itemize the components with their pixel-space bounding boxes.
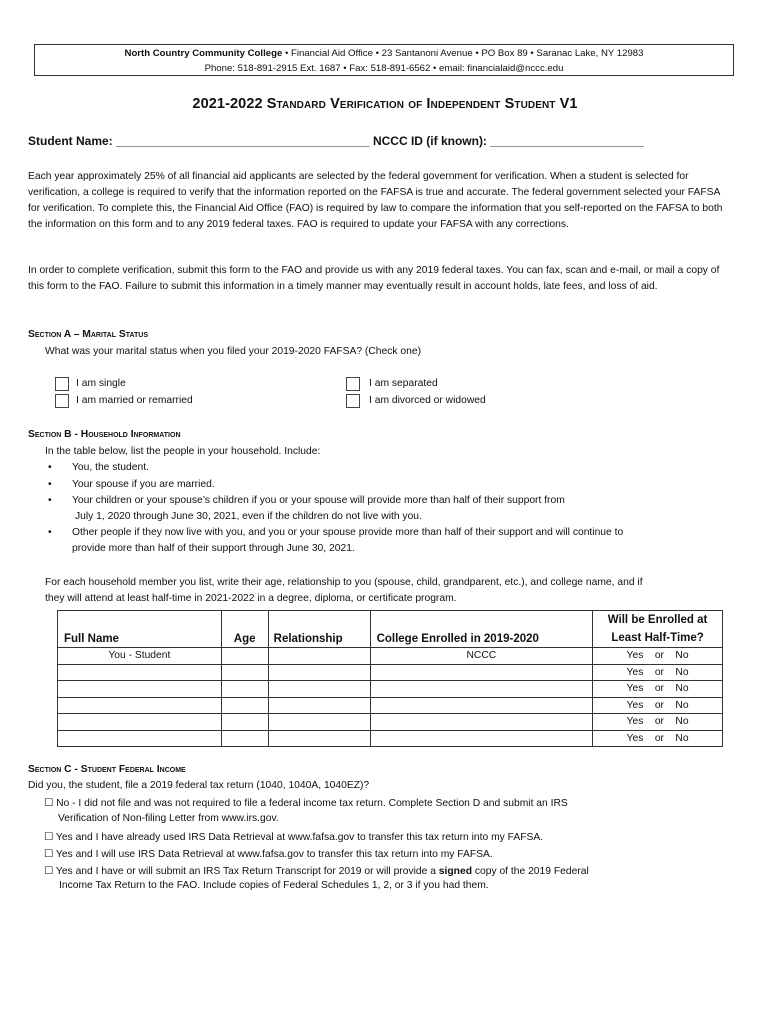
form-title-text: 2021-2022 Standard Verification of Independent Student V1 (192, 96, 578, 112)
yes-option[interactable]: Yes (626, 666, 644, 678)
header-half-time (593, 611, 723, 648)
single-label: I am single (76, 378, 126, 389)
separated-label: I am separated (369, 378, 438, 389)
bullet-text: Other people if they now live with you, and you or your spouse provide more than half of their support and will continue to (72, 527, 624, 538)
or-text: or (654, 683, 664, 695)
no-option[interactable]: No (675, 650, 689, 662)
no-filing-option-continued: Verification of Non-filing Letter from www.irs.gov. (58, 813, 279, 824)
single-checkbox[interactable] (55, 377, 69, 391)
bullet-item: • Other people if they now live with you, and you or your spouse provide more than half of their support and will continue to (48, 527, 624, 538)
header-half-time-line-2: Least Half-Time? (611, 632, 704, 644)
table-row (58, 714, 723, 731)
college-cell[interactable] (370, 697, 593, 714)
signed-emphasis: signed (438, 866, 472, 877)
table-row (58, 730, 723, 747)
tax-transcript-option[interactable] (44, 864, 589, 880)
yes-option[interactable]: Yes (626, 650, 644, 662)
yes-option[interactable]: Yes (626, 732, 644, 744)
or-text: or (654, 732, 664, 744)
no-option[interactable]: No (675, 716, 689, 728)
relationship-cell[interactable] (268, 681, 370, 698)
name-cell[interactable]: You - Student (58, 648, 222, 665)
age-cell[interactable] (221, 697, 268, 714)
section-a-question: What was your marital status when you filed your 2019-2020 FAFSA? (Check one) (45, 346, 422, 357)
section-b-heading: Section B - Household Information (28, 429, 181, 440)
bullet-item: • Your children or your spouse’s children if you or your spouse will provide more than half of their support from (48, 495, 565, 506)
table-instructions-2: they will attend at least half-time in 2021-2022 in a degree, diploma, or certificate program. (45, 593, 457, 604)
age-cell[interactable] (221, 714, 268, 731)
table-row (58, 664, 723, 681)
no-option[interactable]: No (675, 683, 689, 695)
tax-transcript-text-2: copy of the 2019 Federal (471, 866, 589, 877)
irs-drt-will-use-option[interactable]: ☐ Yes and I will use IRS Data Retrieval at www.fafsa.gov to transfer this tax return into my FAFSA. (44, 849, 493, 860)
age-cell[interactable] (221, 648, 268, 665)
bullet-text: Your children or your spouse’s children if you or your spouse will provide more than half of their support from (72, 495, 565, 506)
irs-drt-used-option[interactable]: ☐ Yes and I have already used IRS Data Retrieval at www.fafsa.gov to transfer this tax return into my FAFSA. (44, 832, 544, 843)
no-option[interactable]: No (675, 666, 689, 678)
yes-option[interactable]: Yes (626, 699, 644, 711)
half-time-cell[interactable] (593, 681, 723, 698)
intro-paragraph-1: Each year approximately 25% of all financial aid applicants are selected by the federal government for verification. When a student is selected for verification, a college is required to verify that the information reported on the FAFSA is true and accurate. The federal government selected your FAFSA for verification. To complete this, the Financial Aid Office (FAO) is required by law to compare the information that you self-reported on the FAFSA to both the information on this form and to any 2019 federal taxes. FAO is required to update your FAFSA with any corrections. (28, 171, 723, 230)
relationship-cell[interactable] (268, 730, 370, 747)
household-table (57, 610, 723, 747)
yes-option[interactable]: Yes (626, 683, 644, 695)
half-time-cell[interactable] (593, 730, 723, 747)
header-line-1 (35, 46, 733, 61)
name-cell[interactable] (58, 714, 222, 731)
no-option[interactable]: No (675, 699, 689, 711)
table-header-row (58, 611, 723, 648)
section-c-heading: Section C - Student Federal Income (28, 764, 186, 775)
intro-paragraph-2: In order to complete verification, submit this form to the FAO and provide us with any 2019 federal taxes. You can fax, scan and e-mail, or mail a copy of this form to the FAO. Failure to submit this information in a timely manner may eventually result in account holds, late fees, and loss of aid. (28, 265, 720, 292)
relationship-cell[interactable] (268, 664, 370, 681)
college-cell[interactable]: NCCC (370, 648, 593, 665)
age-cell[interactable] (221, 664, 268, 681)
section-c-question: Did you, the student, file a 2019 federal tax return (1040, 1040A, 1040EZ)? (28, 780, 370, 791)
college-cell[interactable] (370, 681, 593, 698)
bullet-item: • Your spouse if you are married. (48, 479, 215, 490)
half-time-cell[interactable] (593, 664, 723, 681)
header-line-2: Phone: 518-891-2915 Ext. 1687 • Fax: 518-891-6562 • email: financialaid@nccc.edu (204, 63, 564, 74)
college-cell[interactable] (370, 714, 593, 731)
bullet-text: You, the student. (72, 462, 149, 473)
half-time-cell[interactable] (593, 714, 723, 731)
separated-checkbox[interactable] (346, 377, 360, 391)
divorced-label: I am divorced or widowed (369, 395, 486, 406)
section-b-intro: In the table below, list the people in your household. Include: (45, 446, 321, 457)
or-text: or (654, 650, 664, 662)
form-title (0, 96, 770, 112)
married-label: I am married or remarried (76, 395, 193, 406)
table-instructions-1: For each household member you list, write their age, relationship to you (spouse, child, grandparent, etc.), and college name, and if (45, 577, 643, 588)
section-a-heading: Section A – Marital Status (28, 329, 149, 340)
married-checkbox[interactable] (55, 394, 69, 408)
name-cell[interactable] (58, 681, 222, 698)
relationship-cell[interactable] (268, 697, 370, 714)
no-option[interactable]: No (675, 732, 689, 744)
college-cell[interactable] (370, 730, 593, 747)
bullet-continuation: provide more than half of their support through June 30, 2021. (72, 543, 355, 554)
or-text: or (654, 699, 664, 711)
yes-option[interactable]: Yes (626, 716, 644, 728)
header-full-name: Full Name (58, 611, 222, 648)
age-cell[interactable] (221, 730, 268, 747)
age-cell[interactable] (221, 681, 268, 698)
bullet-item: • You, the student. (48, 462, 149, 473)
no-filing-option[interactable]: ☐ No - I did not file and was not required to file a federal income tax return. Complete Section D and submit an IRS (44, 798, 568, 809)
half-time-cell[interactable] (593, 648, 723, 665)
header-college: College Enrolled in 2019-2020 (370, 611, 593, 648)
or-text: or (654, 666, 664, 678)
header-relationship: Relationship (268, 611, 370, 648)
tax-transcript-text-1: ☐ Yes and I have or will submit an IRS Tax Return Transcript for 2019 or will provide a (44, 866, 439, 877)
table-row (58, 648, 723, 665)
header-address: • Financial Aid Office • 23 Santanoni Avenue • PO Box 89 • Saranac Lake, NY 12983 (282, 48, 644, 59)
header-half-time-line-1: Will be Enrolled at (607, 614, 708, 626)
student-name-line[interactable]: Student Name: ______________________________________ NCCC ID (if known): _______________________ (28, 134, 644, 148)
name-cell[interactable] (58, 697, 222, 714)
relationship-cell[interactable] (268, 648, 370, 665)
table-row (58, 697, 723, 714)
college-name: North Country Community College (124, 48, 283, 59)
name-cell[interactable] (58, 730, 222, 747)
table-row (58, 681, 723, 698)
or-text: or (654, 716, 664, 728)
college-header-box (34, 44, 734, 76)
name-cell[interactable] (58, 664, 222, 681)
header-age: Age (221, 611, 268, 648)
college-cell[interactable] (370, 664, 593, 681)
relationship-cell[interactable] (268, 714, 370, 731)
half-time-cell[interactable] (593, 697, 723, 714)
tax-transcript-option-continued: Income Tax Return to the FAO. Include copies of Federal Schedules 1, 2, or 3 if you had them. (59, 880, 489, 891)
bullet-continuation: July 1, 2020 through June 30, 2021, even if the children do not live with you. (75, 511, 422, 522)
bullet-text: Your spouse if you are married. (72, 479, 215, 490)
divorced-checkbox[interactable] (346, 394, 360, 408)
